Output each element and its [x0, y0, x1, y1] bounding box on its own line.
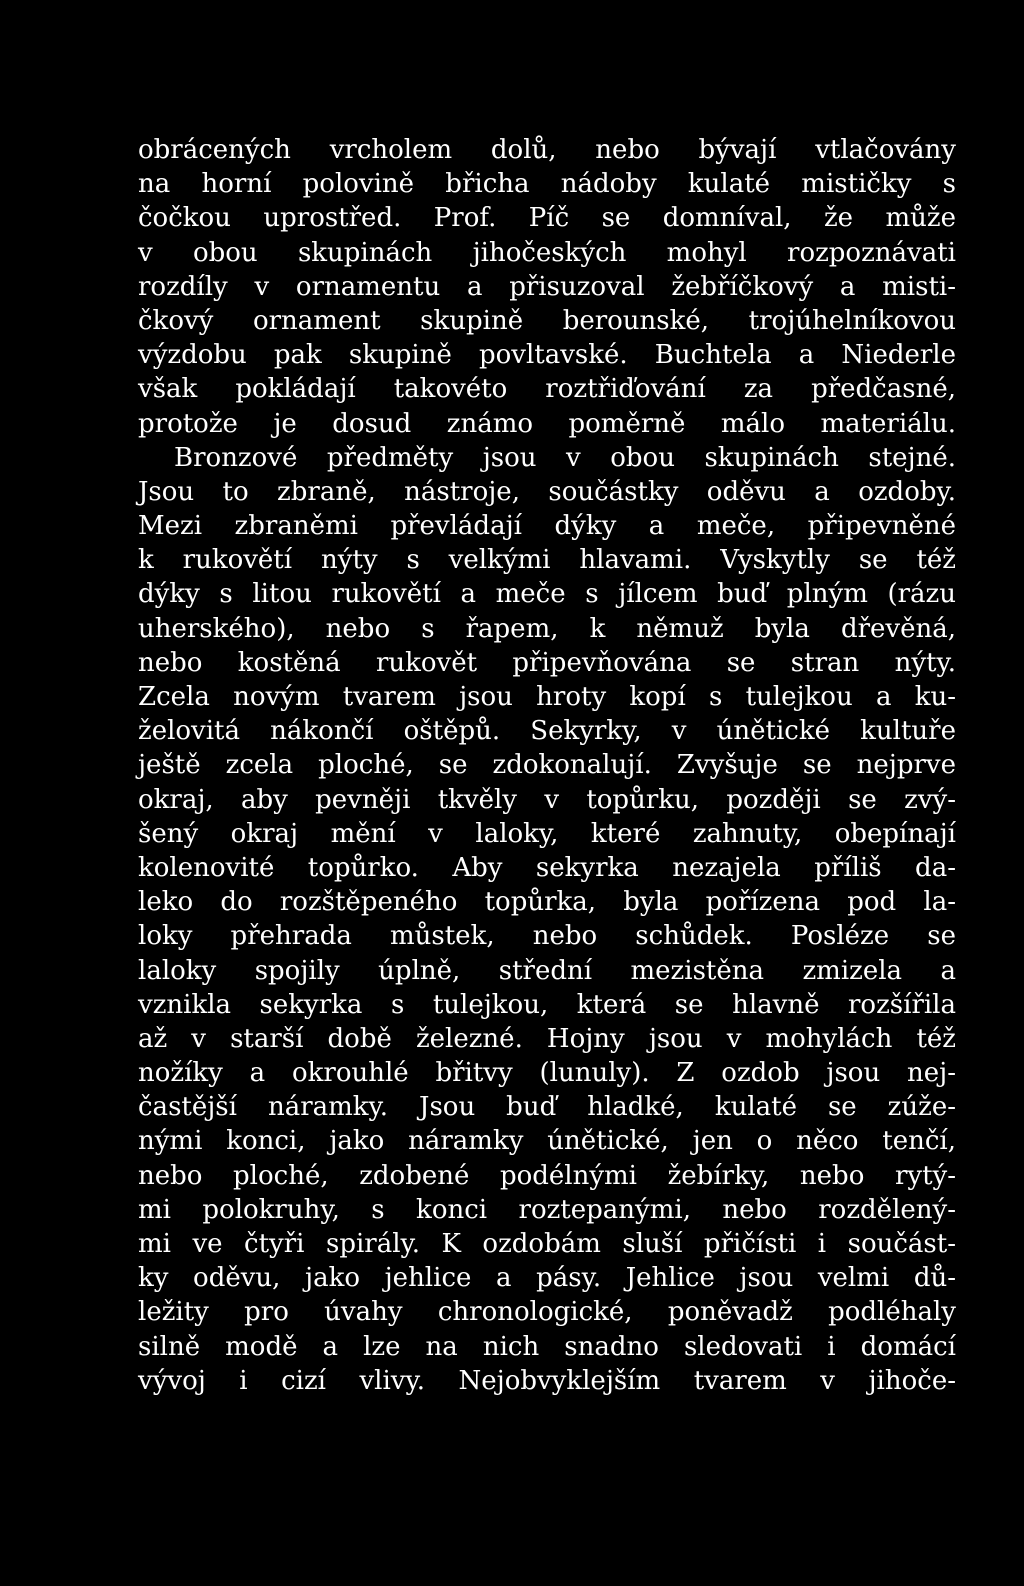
text-line-27: až v starší době železné. Hojny jsou v mohylách též	[138, 1023, 956, 1054]
text-line-29: častější náramky. Jsou buď hladké, kulaté se zúže-	[138, 1092, 956, 1123]
text-line-23: leko do rozštěpeného topůrka, byla pořízena pod la-	[138, 887, 956, 918]
text-line-35: ležity pro úvahy chronologické, poněvadž podléhaly	[138, 1297, 956, 1328]
text-line-18: želovitá nákončí oštěpů. Sekyrky, v únětické kultuře	[138, 716, 956, 747]
text-line-34: ky oděvu, jako jehlice a pásy. Jehlice jsou velmi dů-	[138, 1263, 956, 1294]
text-line-15: uherského), nebo s řapem, k němuž byla dřevěná,	[138, 613, 956, 644]
body-text	[138, 133, 956, 1398]
text-line-10: Bronzové předměty jsou v obou skupinách stejné.	[174, 442, 956, 473]
text-line-28: nožíky a okrouhlé břitvy (lunuly). Z ozdob jsou nej-	[138, 1058, 956, 1089]
text-line-20: okraj, aby pevněji tkvěly v topůrku, později se zvý-	[138, 784, 956, 815]
text-line-30: nými konci, jako náramky únětické, jen o něco tenčí,	[138, 1126, 956, 1157]
text-line-11: Jsou to zbraně, nástroje, součástky oděvu a ozdoby.	[138, 476, 956, 507]
text-line-2: na horní polovině břicha nádoby kulaté mističky s	[138, 169, 956, 200]
text-line-32: mi polokruhy, s konci roztepanými, nebo rozdělený-	[138, 1194, 956, 1225]
text-line-19: ještě zcela ploché, se zdokonalují. Zvyšuje se nejprve	[138, 750, 956, 781]
text-line-7: výzdobu pak skupině povltavské. Buchtela a Niederle	[138, 340, 956, 371]
text-line-33: mi ve čtyři spirály. K ozdobám sluší přičísti i součást-	[138, 1229, 956, 1259]
text-line-5: rozdíly v ornamentu a přisuzoval žebříčkový a misti-	[138, 271, 956, 302]
text-line-6: čkový ornament skupině berounské, trojúhelníkovou	[138, 305, 956, 336]
text-line-31: nebo ploché, zdobené podélnými žebírky, nebo rytý-	[138, 1160, 956, 1191]
text-line-21: šený okraj mění v laloky, které zahnuty, obepínají	[138, 818, 956, 849]
text-line-8: však pokládají takovéto roztřiďování za předčasné,	[138, 374, 956, 405]
text-line-22: kolenovité topůrko. Aby sekyrka nezajela příliš da-	[138, 852, 956, 883]
text-line-36: silně modě a lze na nich snadno sledovati i domácí	[138, 1331, 956, 1362]
text-line-4: v obou skupinách jihočeských mohyl rozpoznávati	[138, 237, 956, 268]
text-line-26: vznikla sekyrka s tulejkou, která se hlavně rozšířila	[138, 989, 956, 1020]
text-line-14: dýky s litou rukovětí a meče s jílcem buď plným (rázu	[138, 579, 956, 610]
text-line-25: laloky spojily úplně, střední mezistěna zmizela a	[138, 955, 956, 986]
text-line-12: Mezi zbraněmi převládají dýky a meče, připevněné	[138, 511, 956, 542]
text-line-3: čočkou uprostřed. Prof. Píč se domníval, že může	[138, 203, 956, 234]
text-line-17: Zcela novým tvarem jsou hroty kopí s tulejkou a ku-	[138, 682, 956, 712]
text-line-16: nebo kostěná rukovět připevňována se stran nýty.	[138, 647, 956, 678]
text-line-1: obrácených vrcholem dolů, nebo bývají vtlačovány	[138, 135, 956, 165]
text-line-24: loky přehrada můstek, nebo schůdek. Posléze se	[138, 921, 956, 952]
text-line-37: vývoj i cizí vlivy. Nejobvyklejším tvarem v jihoče-	[138, 1365, 956, 1396]
text-line-9: protože je dosud známo poměrně málo materiálu.	[138, 408, 956, 439]
text-line-13: k rukovětí nýty s velkými hlavami. Vyskytly se též	[138, 545, 956, 576]
